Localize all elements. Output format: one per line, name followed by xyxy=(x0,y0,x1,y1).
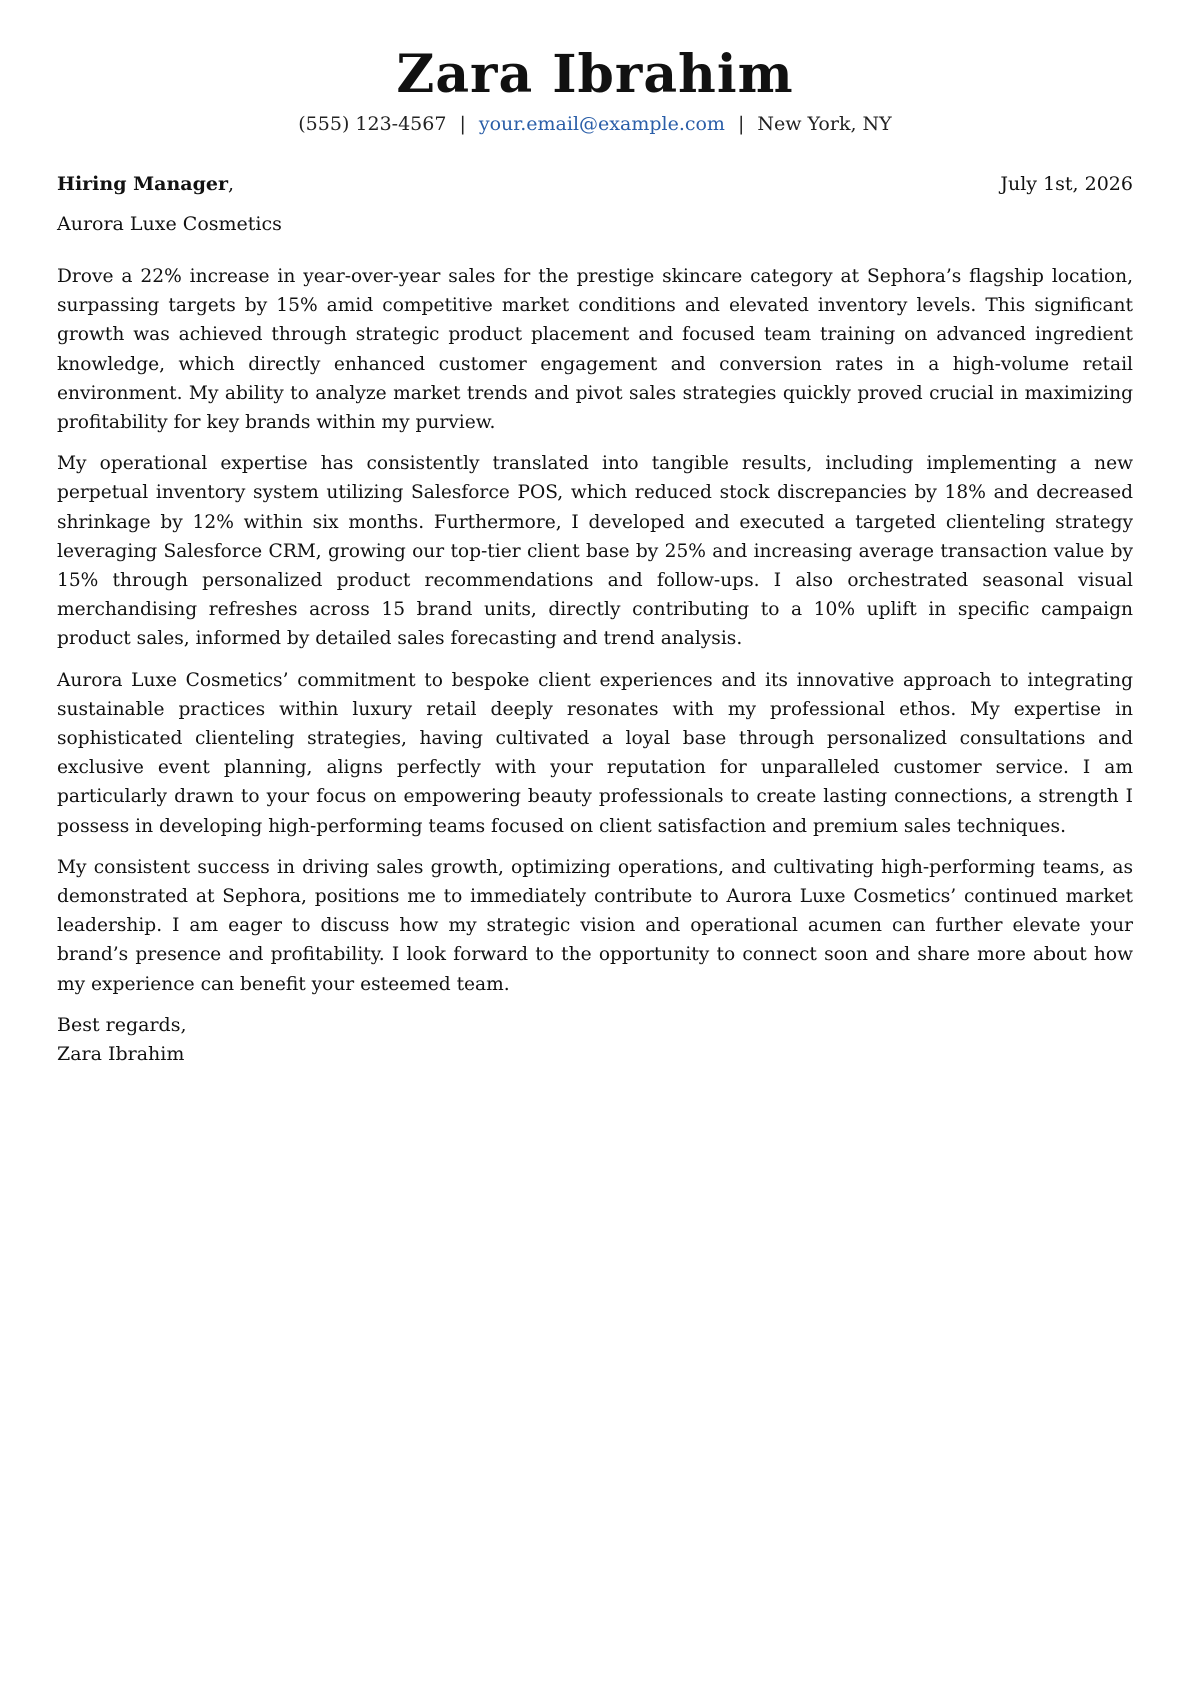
body-paragraph: Aurora Luxe Cosmetics’ commitment to bespoke client experiences and its innovative approach to integrating sustainable practices within luxury retail deeply resonates with my professional ethos. My expertise in sophisticated clienteling strategies, having cultivated a loyal base through personalized consultations and exclusive event planning, aligns perfectly with your reputation for unparalleled customer service. I am particularly drawn to your focus on empowering beauty professionals to create lasting connections, a strength I possess in developing high-performing teams focused on client satisfaction and premium sales techniques. xyxy=(57,669,1133,837)
letter-date: July 1st, 2026 xyxy=(1000,173,1133,195)
email-link[interactable]: your.email@example.com xyxy=(478,113,725,135)
closing-block xyxy=(57,1011,1133,1069)
signature-name: Zara Ibrahim xyxy=(57,1042,185,1065)
body-paragraph: My operational expertise has consistently translated into tangible results, including implementing a new perpetual inventory system utilizing Salesforce POS, which reduced stock discrepancies by 18% and decreased shrinkage by 12% within six months. Furthermore, I developed and executed a targeted clienteling strategy leveraging Salesforce CRM, growing our top-tier client base by 25% and increasing average transaction value by 15% through personalized product recommendations and follow-ups. I also orchestrated seasonal visual merchandising refreshes across 15 brand units, directly contributing to a 10% uplift in specific campaign product sales, informed by detailed sales forecasting and trend analysis. xyxy=(57,453,1133,650)
body-paragraph: My consistent success in driving sales growth, optimizing operations, and cultivating high-performing teams, as demonstrated at Sephora, positions me to immediately contribute to Aurora Luxe Cosmetics’ continued market leadership. I am eager to discuss how my strategic vision and operational acumen can further elevate your brand’s presence and profitability. I look forward to the opportunity to connect soon and share more about how my experience can benefit your esteemed team. xyxy=(57,856,1133,995)
location: New York, NY xyxy=(757,113,892,135)
salutation-punctuation: , xyxy=(227,173,235,195)
salutation xyxy=(57,172,234,196)
recipient-date-row xyxy=(57,172,1133,196)
phone-number: (555) 123-4567 xyxy=(298,113,447,135)
recipient-title: Hiring Manager xyxy=(57,173,228,195)
body-paragraph: Drove a 22% increase in year-over-year sales for the prestige skincare category at Sephora’s flagship location, surpassing targets by 15% amid competitive market conditions and elevated inventory levels. This significant growth was achieved through strategic product placement and focused team training on advanced ingredient knowledge, which directly enhanced customer engagement and conversion rates in a high-volume retail environment. My ability to analyze market trends and pivot sales strategies quickly proved crucial in maximizing profitability for key brands within my purview. xyxy=(57,266,1133,434)
cover-letter-page xyxy=(57,0,1133,1069)
contact-line xyxy=(57,112,1133,136)
letter-body xyxy=(57,262,1133,999)
recipient-company: Aurora Luxe Cosmetics xyxy=(57,213,282,235)
contact-separator: | xyxy=(737,113,745,135)
applicant-name: Zara Ibrahim xyxy=(396,44,794,105)
sign-off: Best regards, xyxy=(57,1013,187,1036)
contact-separator: | xyxy=(459,113,466,135)
